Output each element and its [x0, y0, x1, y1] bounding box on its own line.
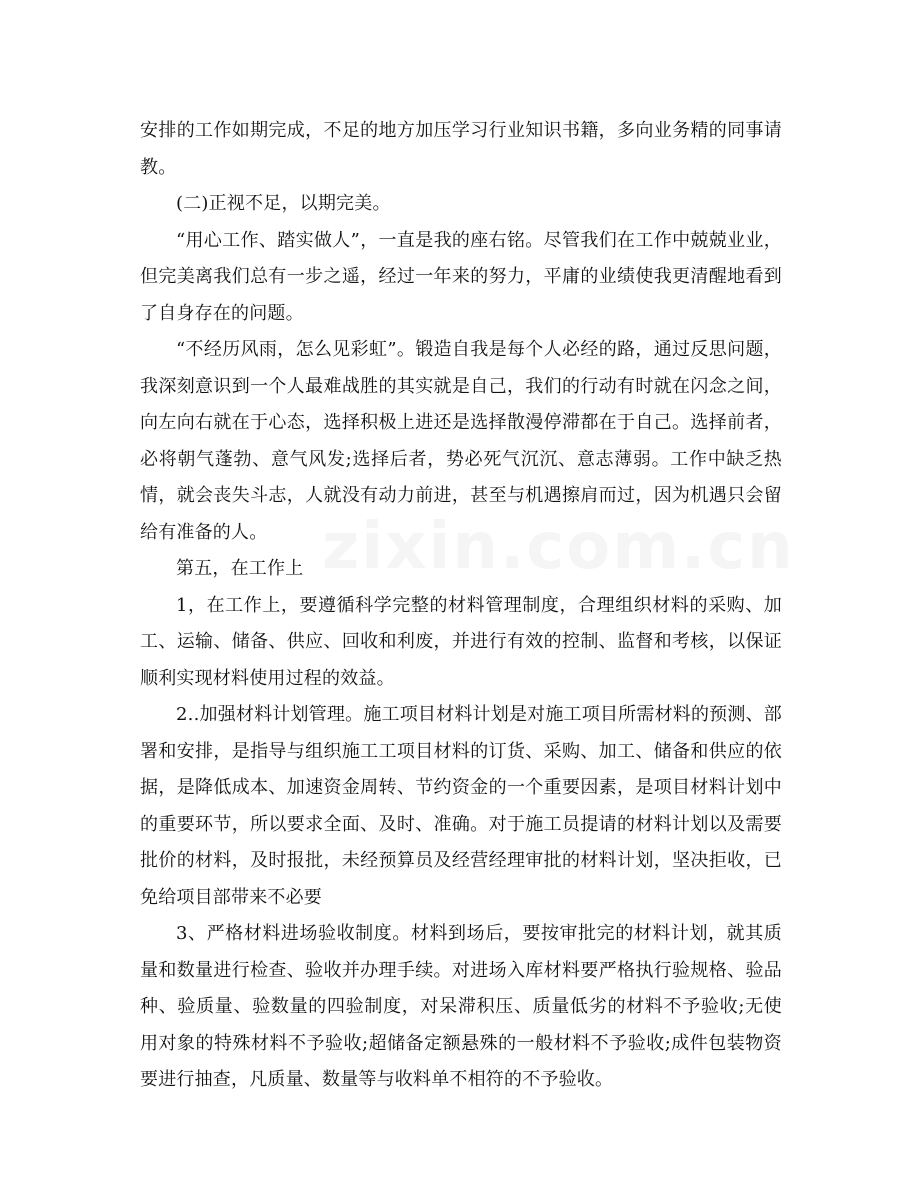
document-body [140, 113, 782, 1099]
watermark: zixin.com.cn [322, 510, 795, 584]
paragraph-motto: “用心工作、踏实做人”，一直是我的座右铭。尽管我们在工作中兢兢业业，但完美离我们总有一步之遥，经过一年来的努力，平庸的业绩使我更清醒地看到了自身存在的问题。 [140, 229, 782, 324]
paragraph-continuation: 安排的工作如期完成，不足的地方加压学习行业知识书籍，多向业务精的同事请教。 [140, 120, 782, 178]
list-item-2: 2..加强材料计划管理。施工项目材料计划是对施工项目所需材料的预测、部署和安排，是指导与组织施工工项目材料的订货、采购、加工、储备和供应的依据，是降低成本、加速资金周转、节约资金的一个重要因素，是项目材料计划中的重要环节，所以要求全面、及时、准确。对于施工员提请的材料计划以及需要批价的材料，及时报批，未经预算员及经营经理审批的材料计划，坚决拒收，已免给项目部带来不必要 [140, 704, 782, 908]
section-heading-fifth: 第五，在工作上 [176, 558, 304, 579]
section-heading-shortcomings: (二)正视不足，以期完美。 [176, 193, 391, 214]
paragraph-reflection: “不经历风雨，怎么见彩虹”。锻造自我是每个人必经的路，通过反思问题，我深刻意识到一个人最难战胜的其实就是自己，我们的行动有时就在闪念之间，向左向右就在于心态，选择积极上进还是选择散漫停滞都在于自己。选择前者，必将朝气蓬勃、意气风发;选择后者，势必死气沉沉、意志薄弱。工作中缺乏热情，就会丧失斗志，人就没有动力前进，甚至与机遇擦肩而过，因为机遇只会留给有准备的人。 [140, 339, 782, 543]
list-item-3: 3、严格材料进场验收制度。材料到场后，要按审批完的材料计划，就其质量和数量进行检查、验收并办理手续。对进场入库材料要严格执行验规格、验品种、验质量、验数量的四验制度，对呆滞积压、质量低劣的材料不予验收;无使用对象的特殊材料不予验收;超储备定额悬殊的一般材料不予验收;成件包装物资要进行抽查，凡质量、数量等与收料单不相符的不予验收。 [140, 923, 782, 1090]
list-item-1: 1，在工作上，要遵循科学完整的材料管理制度，合理组织材料的采购、加工、运输、储备、供应、回收和利废，并进行有效的控制、监督和考核，以保证顺利实现材料使用过程的效益。 [140, 594, 782, 689]
